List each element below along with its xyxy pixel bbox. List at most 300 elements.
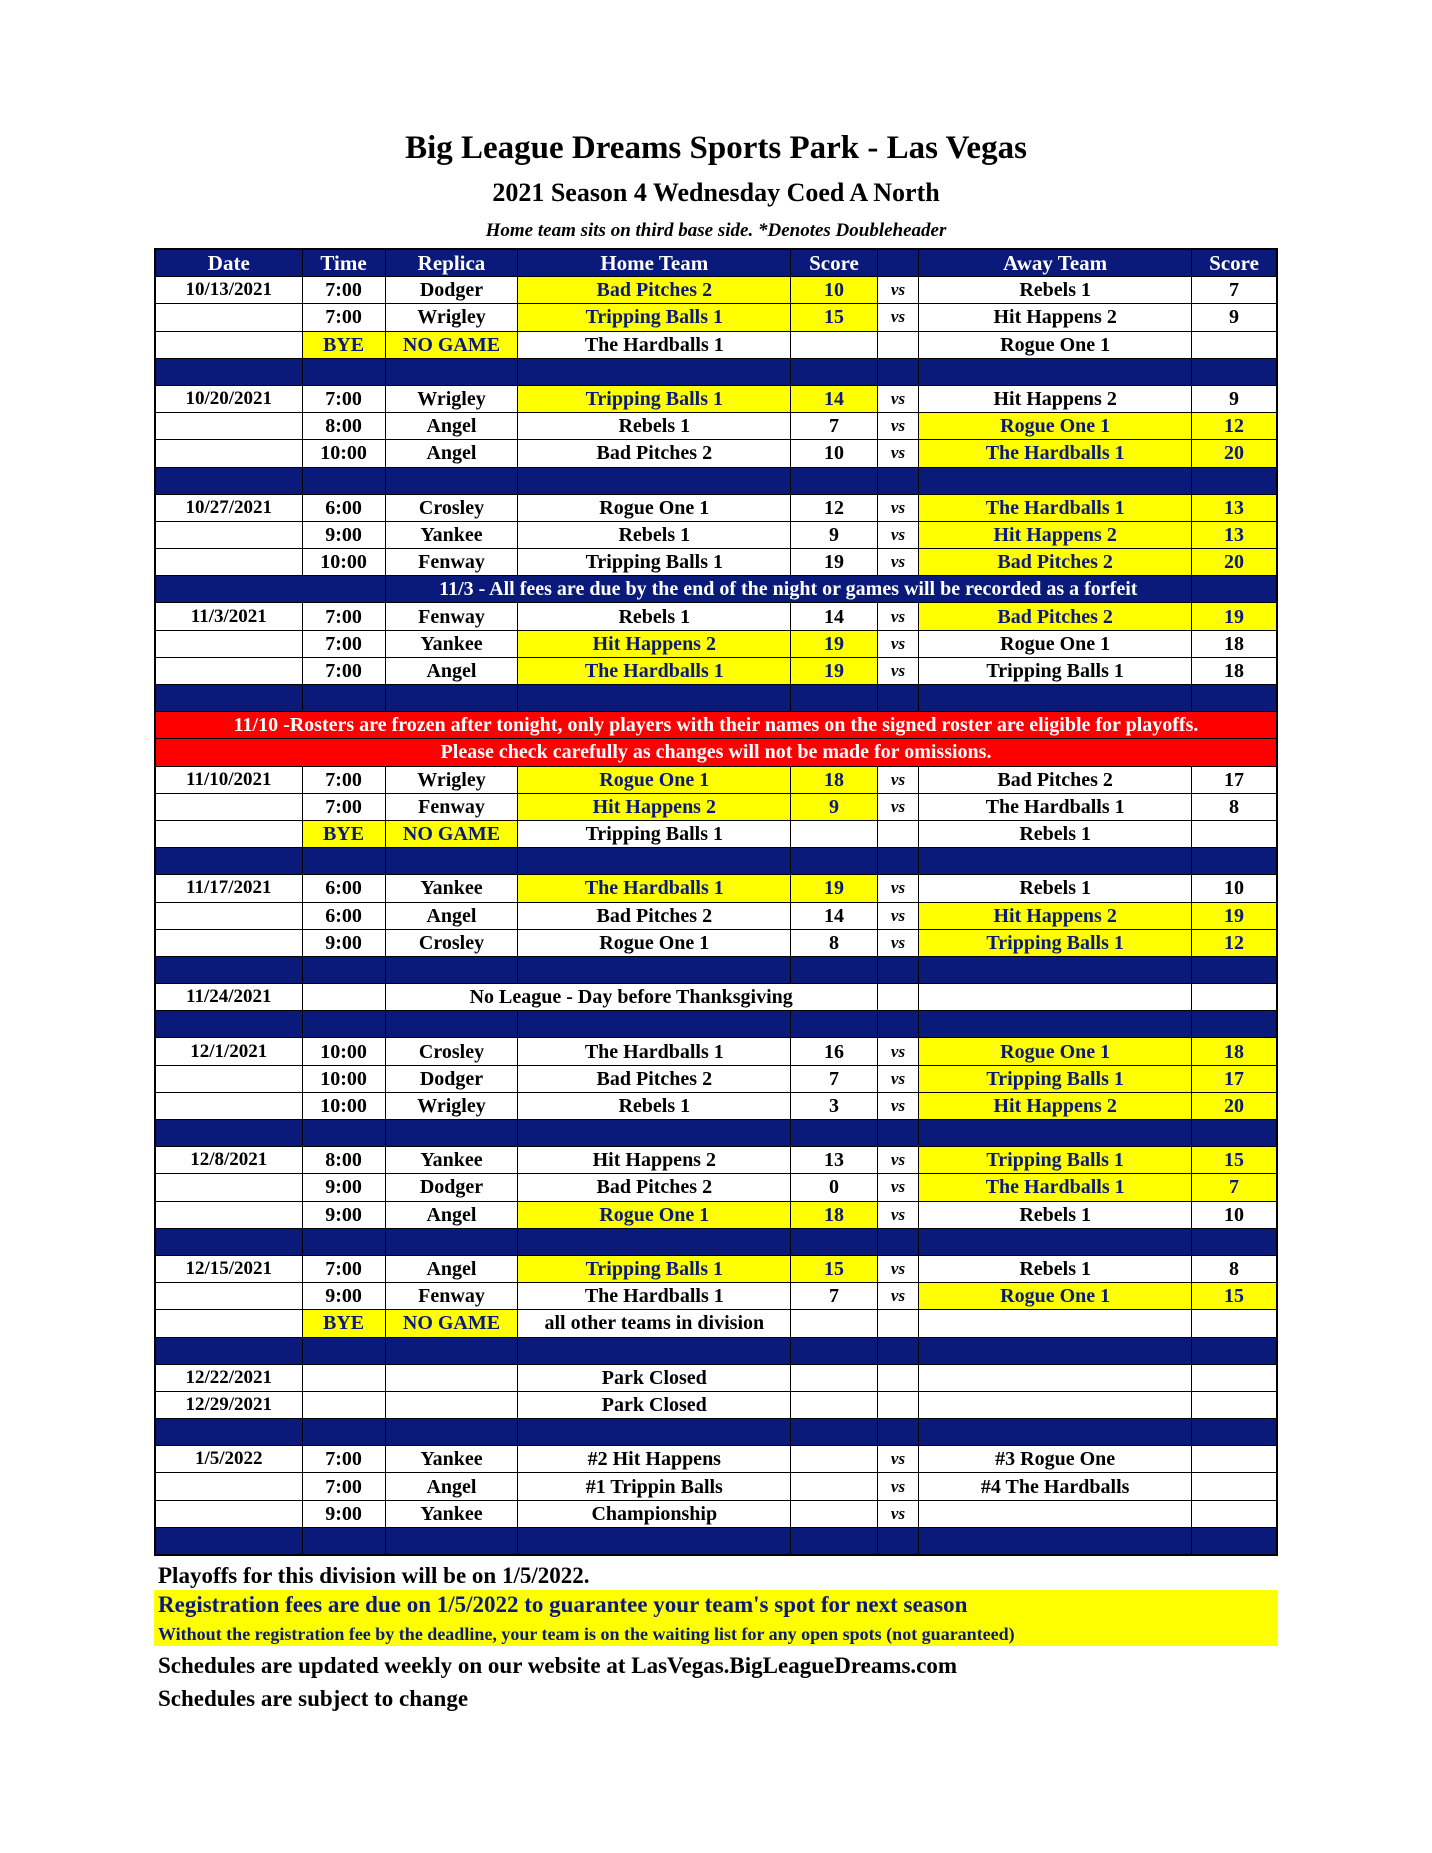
separator-cell — [877, 956, 919, 983]
separator-cell — [518, 1419, 791, 1446]
game-row — [155, 793, 1277, 820]
separator-cell — [1192, 467, 1277, 494]
fee-notice-row — [155, 576, 1277, 603]
date-cell — [155, 793, 302, 820]
date-cell — [155, 929, 302, 956]
separator-cell — [518, 1527, 791, 1555]
home-team-cell: The Hardballs 1 — [518, 1283, 791, 1310]
home-team-cell: Rogue One 1 — [518, 766, 791, 793]
date-cell: 10/13/2021 — [155, 277, 302, 304]
time-cell: 7:00 — [302, 1473, 385, 1500]
separator-row — [155, 1011, 1277, 1038]
home-score-cell: 12 — [791, 494, 878, 521]
vs-cell: vs — [877, 1255, 919, 1282]
col-replica: Replica — [385, 249, 518, 277]
away-team-cell: #4 The Hardballs — [919, 1473, 1192, 1500]
vs-cell: vs — [877, 440, 919, 467]
home-team-cell: The Hardballs 1 — [518, 657, 791, 684]
replica-cell: Angel — [385, 413, 518, 440]
separator-cell — [919, 358, 1192, 385]
park-closed-row — [155, 1364, 1277, 1391]
home-score-cell: 18 — [791, 766, 878, 793]
home-team-cell: #1 Trippin Balls — [518, 1473, 791, 1500]
away-team-cell: The Hardballs 1 — [919, 793, 1192, 820]
replica-cell: Wrigley — [385, 1092, 518, 1119]
replica-cell: Dodger — [385, 1065, 518, 1092]
date-cell: 11/17/2021 — [155, 875, 302, 902]
separator-cell — [791, 358, 878, 385]
game-row — [155, 1147, 1277, 1174]
vs-cell: vs — [877, 902, 919, 929]
game-row — [155, 630, 1277, 657]
separator-row — [155, 1337, 1277, 1364]
separator-cell — [877, 358, 919, 385]
home-team-cell: Rebels 1 — [518, 521, 791, 548]
separator-cell — [155, 1228, 302, 1255]
time-cell: 10:00 — [302, 1092, 385, 1119]
separator-row — [155, 1419, 1277, 1446]
away-score-cell: 12 — [1192, 413, 1277, 440]
replica-cell: Wrigley — [385, 385, 518, 412]
time-cell: 7:00 — [302, 1255, 385, 1282]
game-row — [155, 1092, 1277, 1119]
away-score-cell: 17 — [1192, 766, 1277, 793]
separator-cell — [877, 685, 919, 712]
away-team-cell: The Hardballs 1 — [919, 494, 1192, 521]
time-cell: 7:00 — [302, 766, 385, 793]
replica-cell: Angel — [385, 1255, 518, 1282]
separator-cell — [155, 1337, 302, 1364]
separator-cell — [385, 358, 518, 385]
home-score-cell: 7 — [791, 413, 878, 440]
separator-cell — [877, 467, 919, 494]
separator-cell — [1192, 848, 1277, 875]
replica-cell: Fenway — [385, 793, 518, 820]
vs-cell: vs — [877, 657, 919, 684]
home-score-cell: 19 — [791, 657, 878, 684]
time-cell: 9:00 — [302, 1500, 385, 1527]
bye-team-home: Tripping Balls 1 — [518, 820, 791, 847]
game-row — [155, 875, 1277, 902]
home-team-cell: Rebels 1 — [518, 603, 791, 630]
home-team-cell: Bad Pitches 2 — [518, 902, 791, 929]
game-row — [155, 929, 1277, 956]
no-league-row — [155, 984, 1277, 1011]
separator-cell — [385, 956, 518, 983]
separator-cell — [385, 1011, 518, 1038]
separator-cell — [155, 358, 302, 385]
game-row — [155, 494, 1277, 521]
date-cell — [155, 820, 302, 847]
away-score-cell: 9 — [1192, 304, 1277, 331]
bye-team-home: all other teams in division — [518, 1310, 791, 1337]
away-score-cell: 19 — [1192, 902, 1277, 929]
notice-blank-cell — [155, 576, 385, 603]
separator-cell — [791, 1228, 878, 1255]
date-cell: 11/24/2021 — [155, 984, 302, 1011]
bye-row — [155, 1310, 1277, 1337]
game-row — [155, 766, 1277, 793]
separator-cell — [518, 1337, 791, 1364]
time-cell: 6:00 — [302, 875, 385, 902]
park-closed-text: Park Closed — [518, 1364, 791, 1391]
vs-cell: vs — [877, 413, 919, 440]
away-score-cell — [1192, 1391, 1277, 1418]
bye-label: BYE — [302, 331, 385, 358]
date-cell: 11/3/2021 — [155, 603, 302, 630]
page-title: Big League Dreams Sports Park - Las Vegas — [405, 130, 1027, 166]
time-cell: 8:00 — [302, 1147, 385, 1174]
game-row — [155, 1038, 1277, 1065]
away-team-cell: Hit Happens 2 — [919, 304, 1192, 331]
replica-cell: Fenway — [385, 603, 518, 630]
separator-cell — [877, 1419, 919, 1446]
separator-cell — [385, 1337, 518, 1364]
time-cell: 7:00 — [302, 277, 385, 304]
game-row — [155, 657, 1277, 684]
home-team-cell: Bad Pitches 2 — [518, 277, 791, 304]
alert-text: Please check carefully as changes will not be made for omissions. — [155, 739, 1277, 766]
home-team-cell: #2 Hit Happens — [518, 1446, 791, 1473]
no-game-label: NO GAME — [385, 820, 518, 847]
home-score-cell: 9 — [791, 793, 878, 820]
home-score-cell: 14 — [791, 603, 878, 630]
vs-cell: vs — [877, 1201, 919, 1228]
replica-cell: Yankee — [385, 875, 518, 902]
separator-cell — [791, 1419, 878, 1446]
time-cell: 7:00 — [302, 1446, 385, 1473]
col-time: Time — [302, 249, 385, 277]
replica-cell: Angel — [385, 1473, 518, 1500]
waiting-list-note: Without the registration fee by the deadline, your team is on the waiting list for any open spots (not guaranteed) — [158, 1624, 1015, 1644]
separator-cell — [518, 358, 791, 385]
time-cell: 10:00 — [302, 1038, 385, 1065]
separator-cell — [155, 1527, 302, 1555]
separator-cell — [155, 467, 302, 494]
date-cell: 10/27/2021 — [155, 494, 302, 521]
home-team-cell: The Hardballs 1 — [518, 875, 791, 902]
separator-cell — [385, 1419, 518, 1446]
separator-cell — [919, 467, 1192, 494]
separator-cell — [919, 1228, 1192, 1255]
home-team-cell: Bad Pitches 2 — [518, 440, 791, 467]
separator-cell — [919, 1419, 1192, 1446]
date-cell — [155, 1065, 302, 1092]
park-closed-row — [155, 1391, 1277, 1418]
vs-cell: vs — [877, 1147, 919, 1174]
vs-cell: vs — [877, 549, 919, 576]
away-score-cell: 7 — [1192, 1174, 1277, 1201]
away-score-cell — [1192, 1364, 1277, 1391]
home-team-cell: Rogue One 1 — [518, 929, 791, 956]
home-team-cell: Hit Happens 2 — [518, 630, 791, 657]
away-team-cell: Rogue One 1 — [919, 413, 1192, 440]
vs-cell: vs — [877, 304, 919, 331]
vs-cell: vs — [877, 793, 919, 820]
time-cell: 7:00 — [302, 304, 385, 331]
time-cell: 7:00 — [302, 385, 385, 412]
away-score-cell — [1192, 984, 1277, 1011]
home-score-cell — [791, 820, 878, 847]
away-team-cell: Tripping Balls 1 — [919, 1065, 1192, 1092]
home-team-cell: The Hardballs 1 — [518, 1038, 791, 1065]
date-cell — [155, 1201, 302, 1228]
home-team-cell: Hit Happens 2 — [518, 793, 791, 820]
away-score-cell: 8 — [1192, 793, 1277, 820]
separator-cell — [1192, 1120, 1277, 1147]
time-cell: 7:00 — [302, 603, 385, 630]
replica-cell — [385, 1364, 518, 1391]
time-cell: 10:00 — [302, 549, 385, 576]
home-score-cell: 13 — [791, 1147, 878, 1174]
home-score-cell: 10 — [791, 277, 878, 304]
away-score-cell — [1192, 331, 1277, 358]
away-team-cell: Tripping Balls 1 — [919, 929, 1192, 956]
replica-cell: Angel — [385, 657, 518, 684]
replica-cell: Dodger — [385, 277, 518, 304]
separator-cell — [1192, 1337, 1277, 1364]
vs-cell — [877, 820, 919, 847]
away-score-cell: 10 — [1192, 875, 1277, 902]
home-score-cell: 9 — [791, 521, 878, 548]
separator-cell — [1192, 1228, 1277, 1255]
vs-cell: vs — [877, 766, 919, 793]
time-cell: 7:00 — [302, 657, 385, 684]
separator-cell — [518, 1011, 791, 1038]
bye-team-away: Rogue One 1 — [919, 331, 1192, 358]
separator-cell — [302, 848, 385, 875]
replica-cell: Angel — [385, 440, 518, 467]
separator-cell — [385, 848, 518, 875]
vs-cell: vs — [877, 1283, 919, 1310]
date-cell: 12/22/2021 — [155, 1364, 302, 1391]
home-team-cell: Championship — [518, 1500, 791, 1527]
vs-cell: vs — [877, 1038, 919, 1065]
game-row — [155, 1065, 1277, 1092]
separator-cell — [385, 1228, 518, 1255]
vs-cell: vs — [877, 630, 919, 657]
vs-cell: vs — [877, 1092, 919, 1119]
col-home-score: Score — [791, 249, 878, 277]
game-row — [155, 902, 1277, 929]
home-score-cell: 8 — [791, 929, 878, 956]
vs-cell — [877, 1364, 919, 1391]
away-score-cell: 8 — [1192, 1255, 1277, 1282]
separator-row — [155, 467, 1277, 494]
separator-row — [155, 685, 1277, 712]
game-row — [155, 603, 1277, 630]
home-score-cell — [791, 1500, 878, 1527]
time-cell: 9:00 — [302, 521, 385, 548]
home-score-cell — [791, 1310, 878, 1337]
replica-cell: Wrigley — [385, 304, 518, 331]
playoff-row — [155, 1446, 1277, 1473]
separator-cell — [919, 1120, 1192, 1147]
time-cell: 6:00 — [302, 902, 385, 929]
away-score-cell — [1192, 820, 1277, 847]
separator-row — [155, 1527, 1277, 1555]
separator-cell — [919, 956, 1192, 983]
away-score-cell — [1192, 1500, 1277, 1527]
home-team-cell: Tripping Balls 1 — [518, 385, 791, 412]
time-cell: 9:00 — [302, 1174, 385, 1201]
home-team-cell: Rebels 1 — [518, 1092, 791, 1119]
vs-cell: vs — [877, 521, 919, 548]
vs-cell: vs — [877, 1174, 919, 1201]
date-cell — [155, 902, 302, 929]
seating-note: Home team sits on third base side. *Denotes Doubleheader — [485, 220, 947, 241]
vs-cell — [877, 1310, 919, 1337]
separator-row — [155, 956, 1277, 983]
game-row — [155, 413, 1277, 440]
away-score-cell: 19 — [1192, 603, 1277, 630]
time-cell: 9:00 — [302, 929, 385, 956]
away-score-cell: 18 — [1192, 1038, 1277, 1065]
separator-cell — [1192, 956, 1277, 983]
separator-cell — [791, 1337, 878, 1364]
separator-cell — [518, 848, 791, 875]
away-team-cell: Hit Happens 2 — [919, 1092, 1192, 1119]
game-row — [155, 304, 1277, 331]
date-cell — [155, 331, 302, 358]
time-cell: 6:00 — [302, 494, 385, 521]
replica-cell: Angel — [385, 1201, 518, 1228]
col-home-team: Home Team — [518, 249, 791, 277]
away-score-cell — [1192, 1473, 1277, 1500]
col-away-team: Away Team — [919, 249, 1192, 277]
game-row — [155, 440, 1277, 467]
date-cell: 12/29/2021 — [155, 1391, 302, 1418]
away-team-cell: Tripping Balls 1 — [919, 657, 1192, 684]
home-score-cell: 7 — [791, 1065, 878, 1092]
time-cell: 10:00 — [302, 1065, 385, 1092]
separator-cell — [302, 1120, 385, 1147]
separator-cell — [302, 1337, 385, 1364]
separator-cell — [919, 848, 1192, 875]
away-team-cell: Bad Pitches 2 — [919, 766, 1192, 793]
vs-cell: vs — [877, 494, 919, 521]
away-score-cell: 10 — [1192, 1201, 1277, 1228]
notice-text: 11/3 - All fees are due by the end of the night or games will be recorded as a forfeit — [385, 576, 1191, 603]
col-away-score: Score — [1192, 249, 1277, 277]
vs-cell: vs — [877, 1446, 919, 1473]
separator-cell — [919, 685, 1192, 712]
alert-text: 11/10 -Rosters are frozen after tonight, only players with their names on the signed roster are eligible for playoffs. — [155, 712, 1277, 739]
separator-cell — [385, 1527, 518, 1555]
bye-label: BYE — [302, 820, 385, 847]
separator-cell — [877, 1011, 919, 1038]
separator-cell — [302, 1527, 385, 1555]
separator-cell — [791, 1120, 878, 1147]
home-score-cell: 14 — [791, 385, 878, 412]
separator-row — [155, 1120, 1277, 1147]
away-team-cell: The Hardballs 1 — [919, 440, 1192, 467]
separator-cell — [155, 848, 302, 875]
separator-cell — [302, 467, 385, 494]
date-cell — [155, 1174, 302, 1201]
away-team-cell: Bad Pitches 2 — [919, 603, 1192, 630]
replica-cell: Yankee — [385, 1147, 518, 1174]
separator-cell — [791, 467, 878, 494]
home-score-cell: 3 — [791, 1092, 878, 1119]
vs-cell: vs — [877, 277, 919, 304]
game-row — [155, 521, 1277, 548]
date-cell — [155, 521, 302, 548]
date-cell: 1/5/2022 — [155, 1446, 302, 1473]
home-team-cell: Tripping Balls 1 — [518, 304, 791, 331]
home-team-cell: Bad Pitches 2 — [518, 1065, 791, 1092]
replica-cell — [385, 1391, 518, 1418]
separator-cell — [1192, 1011, 1277, 1038]
away-team-cell: Hit Happens 2 — [919, 521, 1192, 548]
game-row — [155, 1201, 1277, 1228]
bye-row — [155, 820, 1277, 847]
away-team-cell: #3 Rogue One — [919, 1446, 1192, 1473]
vs-cell: vs — [877, 1473, 919, 1500]
replica-cell: Yankee — [385, 630, 518, 657]
playoff-row — [155, 1473, 1277, 1500]
separator-row — [155, 358, 1277, 385]
separator-cell — [155, 1011, 302, 1038]
replica-cell: Crosley — [385, 1038, 518, 1065]
home-score-cell: 19 — [791, 630, 878, 657]
replica-cell: Crosley — [385, 929, 518, 956]
vs-cell: vs — [877, 603, 919, 630]
separator-cell — [1192, 1419, 1277, 1446]
notice-blank-cell — [1192, 576, 1277, 603]
separator-cell — [791, 1011, 878, 1038]
separator-cell — [385, 685, 518, 712]
replica-cell: Wrigley — [385, 766, 518, 793]
separator-cell — [518, 467, 791, 494]
bye-row — [155, 331, 1277, 358]
schedule-body — [155, 277, 1277, 1555]
date-cell: 11/10/2021 — [155, 766, 302, 793]
time-cell: 7:00 — [302, 630, 385, 657]
header-row — [155, 249, 1277, 277]
home-team-cell: Bad Pitches 2 — [518, 1174, 791, 1201]
separator-cell — [518, 1120, 791, 1147]
game-row — [155, 385, 1277, 412]
schedule-table — [154, 248, 1278, 1556]
time-cell: 10:00 — [302, 440, 385, 467]
park-closed-text: Park Closed — [518, 1391, 791, 1418]
vs-cell: vs — [877, 929, 919, 956]
time-cell — [302, 1364, 385, 1391]
home-score-cell — [791, 1364, 878, 1391]
separator-row — [155, 848, 1277, 875]
away-team-cell — [919, 984, 1192, 1011]
date-cell: 12/8/2021 — [155, 1147, 302, 1174]
away-score-cell: 13 — [1192, 521, 1277, 548]
vs-cell — [877, 331, 919, 358]
separator-cell — [877, 1120, 919, 1147]
time-cell: 8:00 — [302, 413, 385, 440]
home-team-cell: Rogue One 1 — [518, 494, 791, 521]
separator-cell — [919, 1011, 1192, 1038]
away-score-cell: 12 — [1192, 929, 1277, 956]
home-team-cell: Rebels 1 — [518, 413, 791, 440]
replica-cell: Crosley — [385, 494, 518, 521]
date-cell — [155, 549, 302, 576]
time-cell — [302, 1391, 385, 1418]
no-game-label: NO GAME — [385, 331, 518, 358]
no-game-label: NO GAME — [385, 1310, 518, 1337]
separator-cell — [1192, 358, 1277, 385]
home-score-cell: 19 — [791, 549, 878, 576]
home-score-cell — [791, 1473, 878, 1500]
date-cell — [155, 304, 302, 331]
